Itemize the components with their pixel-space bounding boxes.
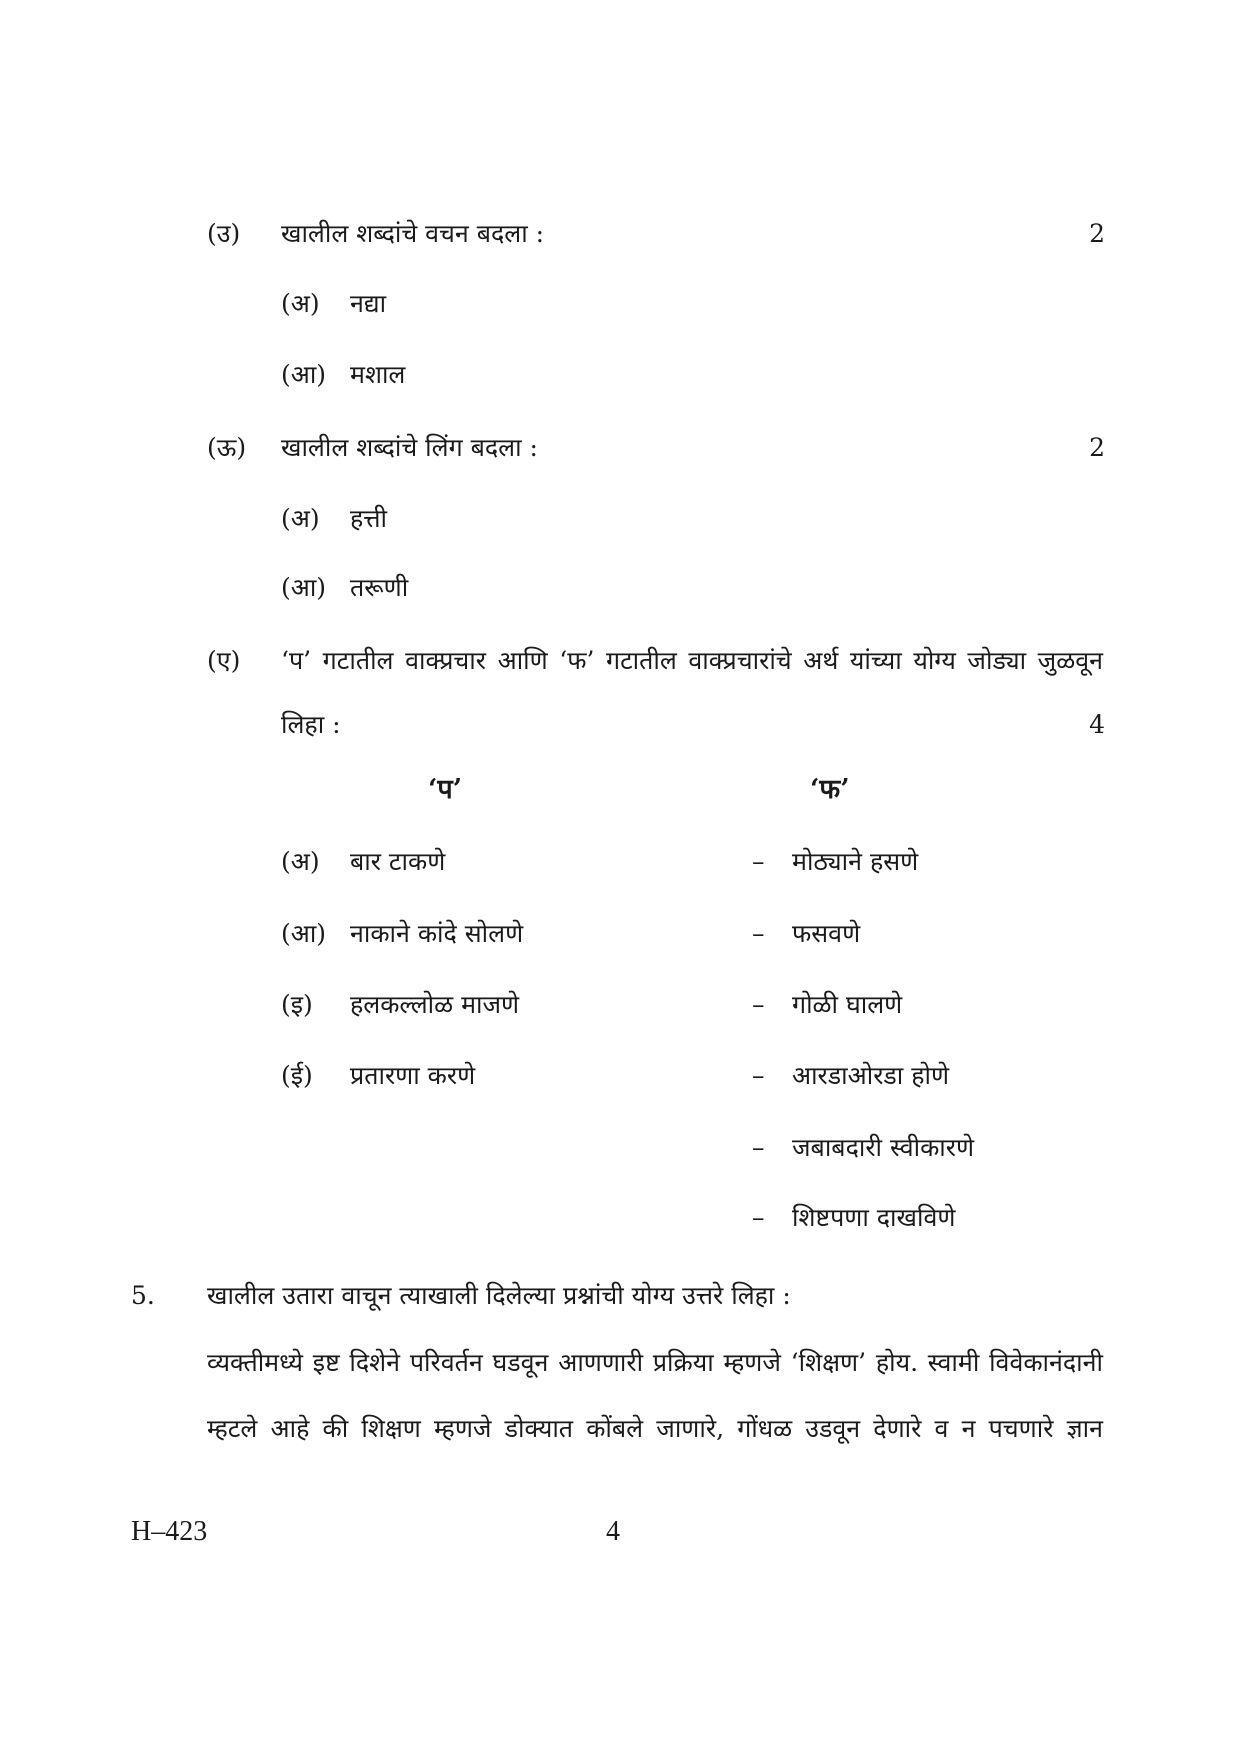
column-ph-heading: ‘फ’ [810,774,850,805]
passage-line1: व्यक्तीमध्ये इष्ट दिशेने परिवर्तन घडवून आणणारी प्रक्रिया म्हणजे ‘शिक्षण’ होय. स्वामी विवेकानंदानी [207,1348,1103,1377]
p-item-label: (ई) [281,1061,313,1090]
option-label: (अ) [281,504,320,533]
ph-item-dash: – [752,1203,765,1232]
option-text: नद्या [350,289,387,318]
ph-item-text: शिष्टपणा दाखविणे [792,1203,956,1232]
column-p-heading: ‘प’ [428,774,463,805]
option-text: हत्ती [350,504,388,533]
ph-item-dash: – [752,990,765,1019]
question-e-number: (ए) [207,646,241,675]
option-label: (अ) [281,289,320,318]
ph-item-text: मोठ्याने हसणे [792,847,919,876]
ph-item-dash: – [752,919,765,948]
option-text: मशाल [350,360,406,389]
question-e-text-line2: लिहा : [281,710,341,739]
ph-item-dash: – [752,847,765,876]
ph-item-text: फसवणे [792,919,861,948]
ph-item-dash: – [752,1061,765,1090]
option-label: (आ) [281,360,327,389]
question-u-marks: 2 [1089,219,1105,248]
question-5-number: 5. [131,1281,155,1310]
question-uu-number: (ऊ) [207,433,247,462]
p-item-text: हलकल्लोळ माजणे [350,990,520,1019]
question-e-marks: 4 [1089,710,1105,739]
question-5-text: खालील उतारा वाचून त्याखाली दिलेल्या प्रश्नांची योग्य उत्तरे लिहा : [207,1281,791,1310]
ph-item-dash: – [752,1133,765,1162]
page-number: 4 [606,1516,620,1547]
question-uu-marks: 2 [1089,433,1105,462]
p-item-label: (अ) [281,847,320,876]
p-item-text: प्रतारणा करणे [350,1061,476,1090]
p-item-label: (इ) [281,990,313,1019]
question-uu-text: खालील शब्दांचे लिंग बदला : [281,433,538,462]
p-item-text: बार टाकणे [350,847,446,876]
ph-item-text: जबाबदारी स्वीकारणे [792,1133,975,1162]
p-item-text: नाकाने कांदे सोलणे [350,919,524,948]
option-text: तरूणी [350,573,409,602]
ph-item-text: गोळी घालणे [792,990,903,1019]
passage-line2: म्हटले आहे की शिक्षण म्हणजे डोक्यात कोंबले जाणारे, गोंधळ उडवून देणारे व न पचणारे ज्ञान [207,1414,1103,1443]
option-label: (आ) [281,573,327,602]
p-item-label: (आ) [281,919,327,948]
question-u-number: (उ) [207,219,241,248]
ph-item-text: आरडाओरडा होणे [792,1061,950,1090]
paper-code: H–423 [131,1516,208,1547]
question-u-text: खालील शब्दांचे वचन बदला : [281,219,545,248]
question-e-text-line1: ‘प’ गटातील वाक्प्रचार आणि ‘फ’ गटातील वाक्प्रचारांचे अर्थ यांच्या योग्य जोड्या जुळवून [281,646,1103,675]
